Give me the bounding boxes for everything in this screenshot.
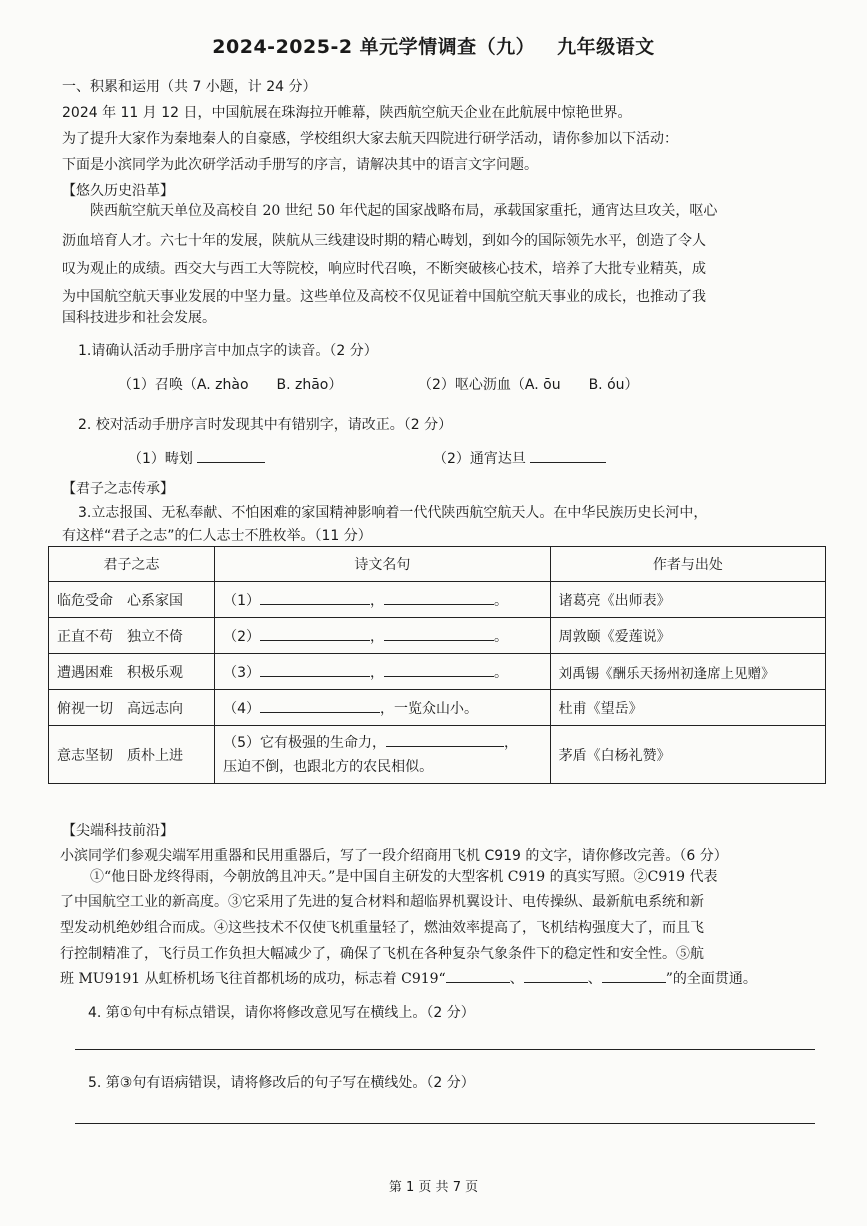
table-header-source: 作者与出处 [550,547,825,582]
part3-intro: 小滨同学们参观尖端军用重器和民用重器后，写了一段介绍商用飞机 C919 的文字，请你修改完善。（6 分） [60,848,728,864]
q4-answer-line[interactable] [75,1049,815,1050]
q2-stem: 2. 校对活动手册序言时发现其中有错别字，请改正。（2 分） [78,417,453,433]
part1-heading: 【悠久历史沿革】 [62,183,174,199]
q1-option-1: （1）召唤（A. zhào B. zhāo） [118,377,343,393]
intro-line-3: 下面是小滨同学为此次研学活动手册写的序言，请解决其中的语言文字问题。 [62,157,538,173]
q3-stem-line-2: 有这样“君子之志”的仁人志士不胜枚举。（11 分） [62,528,372,544]
title-main: 2024-2025-2 单元学情调查（九） [212,36,536,58]
table-row [49,618,826,654]
table-row [49,654,826,690]
quote-tail: 。 [494,664,509,681]
row-aspiration: 正直不苟 独立不倚 [49,618,215,654]
row-quote: （3） ， 。 [215,654,551,690]
c919-blank-3[interactable] [602,968,666,983]
quote-blank-b[interactable] [384,590,494,605]
quote-number: （2） [223,628,261,645]
quote-line-2: 压迫不倒，也跟北方的农民相似。 [223,758,434,775]
intro-line-2: 为了提升大家作为秦地秦人的自豪感，学校组织大家去航天四院进行研学活动，请你参加以下活动： [62,131,678,147]
quote-blank-a[interactable] [260,626,370,641]
c919-blank-1[interactable] [446,968,510,983]
quote-tail: 。 [494,592,509,609]
part3-heading: 【尖端科技前沿】 [62,823,174,839]
quote-number: （5）它有极强的生命力， [223,734,387,751]
q2-item-1-word: （1）畴划 [128,451,193,467]
row-source: 杜甫《望岳》 [550,690,825,726]
q2-item-2-word: （2）通宵达旦 [433,451,526,467]
c919-blank-2[interactable] [524,968,588,983]
q2-blank-1[interactable] [197,448,265,463]
row-quote: （1） ， 。 [215,582,551,618]
part3-para-line-5-tail: ”的全面贯通。 [665,971,757,987]
row-aspiration: 临危受命 心系家国 [49,582,215,618]
quote-blank-b[interactable] [384,662,494,677]
row-source: 茅盾《白杨礼赞》 [550,726,825,784]
part3-para-line-2: 了中国航空工业的新高度。③它采用了先进的复合材料和超临界机翼设计、电传操纵、最新航电系统和新 [60,894,704,910]
row-source: 周敦颐《爱莲说》 [550,618,825,654]
intro-line-1: 2024 年 11 月 12 日，中国航展在珠海拉开帷幕，陕西航空航天企业在此航展中惊艳世界。 [62,105,632,121]
row-source: 诸葛亮《出师表》 [550,582,825,618]
q3-stem-line-1: 3.立志报国、无私奉献、不怕困难的家国精神影响着一代代陕西航空航天人。在中华民族历史长河中， [78,505,708,521]
part3-para-line-5: 班 MU9191 从虹桥机场飞往首都机场的成功，标志着 C919“ 、 、 ”的全面贯通。 [60,968,810,988]
row-aspiration: 遭遇困难 积极乐观 [49,654,215,690]
table-row [49,690,826,726]
q5-answer-line[interactable] [75,1123,815,1124]
quote-tail: ，一览众山小。 [380,700,479,717]
poem-table [48,546,826,784]
quote-number: （3） [223,664,261,681]
row-quote [215,726,551,784]
part1-para-line-3: 叹为观止的成绩。西交大与西工大等院校，响应时代召唤，不断突破核心技术，培养了大批专业精英，成 [62,261,706,277]
quote-blank-a[interactable] [260,698,380,713]
part1-para-line-4: 为中国航空航天事业发展的中坚力量。这些单位及高校不仅见证着中国航空航天事业的成长，也推动了我 [62,289,706,305]
page-title [0,32,867,59]
row-aspiration: 俯视一切 高远志向 [49,690,215,726]
quote-number: （1） [223,592,261,609]
q4-stem: 4. 第①句中有标点错误，请你将修改意见写在横线上。（2 分） [88,1005,475,1021]
q5-stem: 5. 第③句有语病错误，请将修改后的句子写在横线处。（2 分） [88,1075,475,1091]
table-header-quote: 诗文名句 [215,547,551,582]
q2-blank-2[interactable] [530,448,606,463]
part2-heading: 【君子之志传承】 [62,481,174,497]
quote-tail: 。 [494,628,509,645]
title-sub: 九年级语文 [557,36,655,58]
page-footer: 第 1 页 共 7 页 [388,1180,479,1195]
quote-blank-a[interactable] [260,590,370,605]
row-aspiration: 意志坚韧 质朴上进 [49,726,215,784]
quote-number: （4） [223,700,261,717]
table-header-row [49,547,826,582]
row-source: 刘禹锡《酬乐天扬州初逢席上见赠》 [550,654,825,690]
part1-para-line-5: 国科技进步和社会发展。 [62,310,216,326]
q2-item-1 [128,448,408,468]
table-row [49,726,826,784]
q2-item-2 [433,448,733,468]
part3-para-line-1: ①“他日卧龙终得雨，今朝放鸽且冲天。”是中国自主研发的大型客机 C919 的真实写照。②C919 代表 [90,869,718,885]
part1-para-line-1: 陕西航空航天单位及高校自 20 世纪 50 年代起的国家战略布局，承载国家重托，通宵达旦攻关，呕心 [90,203,718,219]
part3-para-line-3: 型发动机绝妙组合而成。④这些技术不仅使飞机重量轻了，燃油效率提高了，飞机结构强度大了，而且飞 [60,920,704,936]
q1-option-2: （2）呕心沥血（A. ōu B. óu） [418,377,639,393]
q1-stem: 1.请确认活动手册序言中加点字的读音。（2 分） [78,343,378,359]
table-row [49,582,826,618]
quote-blank-a[interactable] [260,662,370,677]
table-header-aspiration: 君子之志 [49,547,215,582]
quote-tail: ， [504,734,519,751]
part3-para-line-5-text: 班 MU9191 从虹桥机场飞往首都机场的成功，标志着 C919“ [60,971,446,987]
quote-blank-b[interactable] [384,626,494,641]
part3-para-line-4: 行控制精准了，飞行员工作负担大幅减少了，确保了飞机在各种复杂气象条件下的稳定性和安全性。⑤航 [60,946,704,962]
section-heading: 一、积累和运用（共 7 小题，计 24 分） [62,79,317,95]
quote-blank-a[interactable] [386,732,504,747]
row-quote: （2） ， 。 [215,618,551,654]
part1-para-line-2: 沥血培育人才。六七十年的发展，陕航从三线建设时期的精心畴划，到如今的国际领先水平，创造了令人 [62,233,706,249]
row-quote [215,690,551,726]
